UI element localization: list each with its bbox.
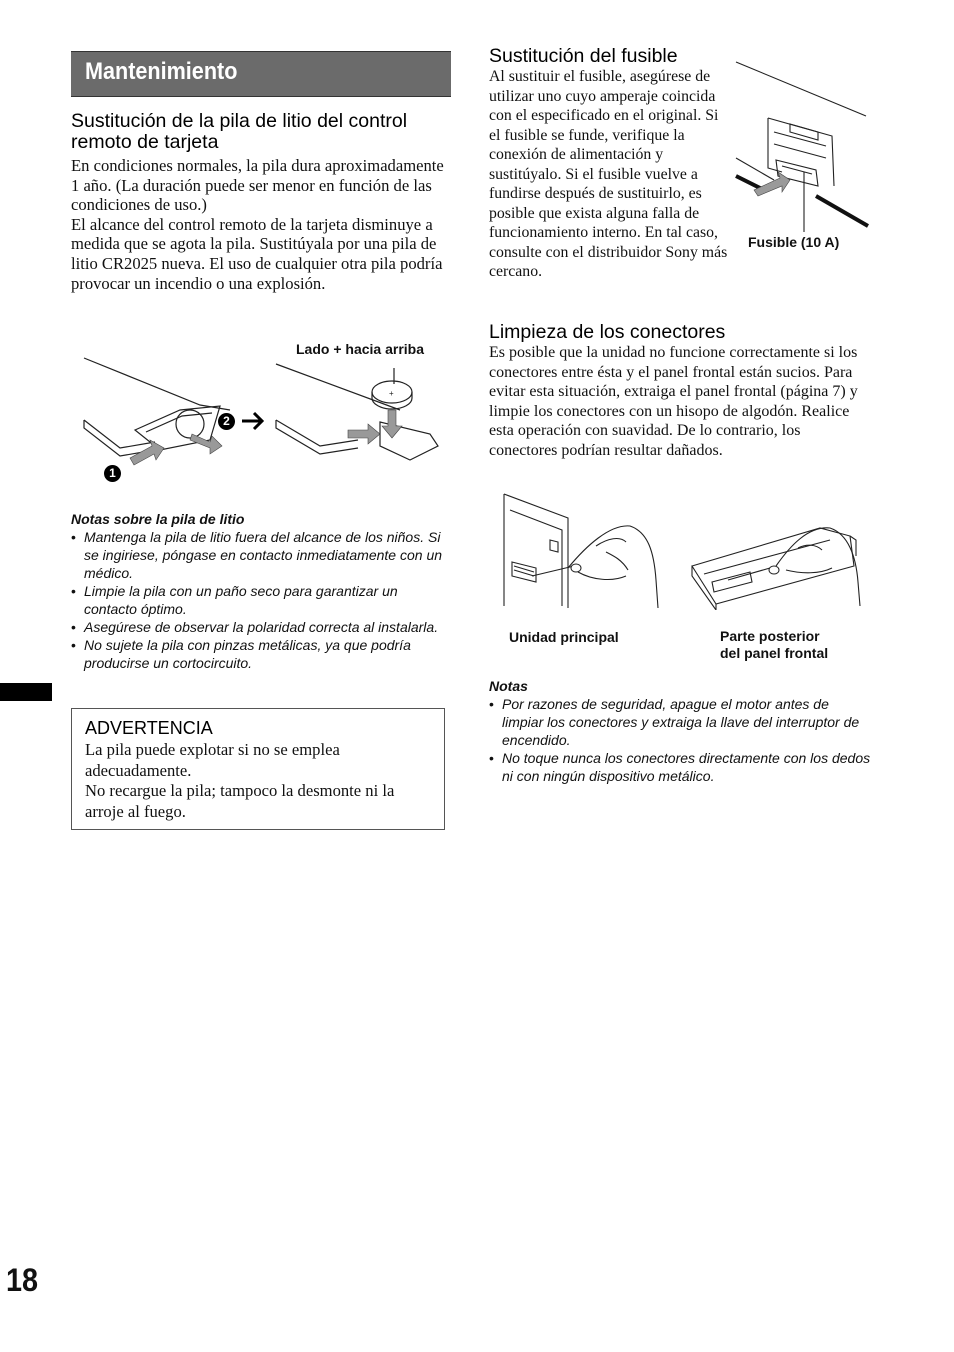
warning-line: La pila puede explotar si no se emplea adecuadamente.	[85, 740, 340, 780]
battery-paragraph: El alcance del control remoto de la tarjeta disminuye a medida que se agota la pila. Sustitúyala por una pila de litio CR2025 nueva. El uso de cualquier otra pila podría provocar un incendio o una explosión.	[71, 214, 443, 293]
side-tab-marker	[0, 683, 52, 701]
down-arrow	[382, 410, 402, 438]
front-panel-caption-line: del panel frontal	[720, 645, 829, 661]
connectors-notes	[489, 677, 873, 785]
battery-figure	[80, 350, 450, 490]
battery-notes-title: Notas sobre la pila de litio	[71, 511, 245, 527]
note-item: • Limpie la pila con un paño seco para garantizar un contacto óptimo.	[71, 582, 453, 618]
warning-box	[71, 708, 445, 830]
connectors-heading: Limpieza de los conectores	[489, 321, 726, 343]
pull-arrow	[190, 434, 222, 454]
battery-body	[71, 156, 451, 293]
connectors-notes-list	[489, 695, 873, 785]
fuse-arrow	[754, 172, 790, 196]
connectors-section	[489, 322, 869, 460]
step-2-badge: 2	[218, 413, 235, 430]
battery-notes-list	[71, 528, 453, 672]
main-unit-figure	[502, 490, 660, 610]
battery-paragraph: En condiciones normales, la pila dura aproximadamente 1 año. (La duración puede ser menor en función de las condiciones de uso.)	[71, 156, 444, 215]
connectors-text: Es posible que la unidad no funcione correctamente si los conectores entre ésta y el panel frontal están sucios. Para evitar esta situación, extraiga el panel frontal (página 7) y limpie los conectores con un hisopo de algodón. Realice esta operación con suavidad. De lo contrario, los conectores podrían resultar dañados.	[489, 344, 858, 459]
fuse-heading: Sustitución del fusible	[489, 45, 678, 67]
section-banner	[71, 51, 451, 97]
section-title: Mantenimiento	[85, 58, 238, 85]
note-item: • No toque nunca los conectores directamente con los dedos ni con ningún dispositivo metálico.	[489, 749, 873, 785]
battery-heading: Sustitución de la pila de litio del control remoto de tarjeta	[71, 110, 408, 153]
fuse-figure	[734, 58, 870, 232]
warning-line: No recargue la pila; tampoco la desmonte ni la arroje al fuego.	[85, 781, 395, 821]
page-number: 18	[6, 1262, 39, 1298]
step-1-badge: 1	[104, 465, 121, 482]
connectors-notes-title: Notas	[489, 678, 528, 694]
note-item: • Mantenga la pila de litio fuera del alcance de los niños. Si se ingiriese, póngase en contacto inmediatamente con un médico.	[71, 528, 453, 582]
arrow-right-icon	[242, 413, 262, 429]
svg-text:+: +	[389, 389, 394, 398]
front-panel-caption-line: Parte posterior	[720, 628, 820, 644]
battery-section	[71, 111, 451, 293]
note-item: • Por razones de seguridad, apague el motor antes de limpiar los conectores y extraiga la llave del interruptor de encendido.	[489, 695, 873, 749]
battery-figure-caption: Lado + hacia arriba	[296, 341, 424, 357]
note-item: • No sujete la pila con pinzas metálicas, ya que podría producirse un cortocircuito.	[71, 636, 453, 672]
battery-notes	[71, 510, 453, 672]
note-item: • Asegúrese de observar la polaridad correcta al instalarla.	[71, 618, 453, 636]
front-panel-caption	[720, 628, 828, 662]
warning-text	[85, 740, 435, 822]
fuse-text: Al sustituir el fusible, asegúrese de utilizar uno cuyo amperaje coincida con el especificado en el original. Si el fusible se funde, verifique la conexión de alimentación y sustitúyalo. Si el fusible vuelve a fundirse después de sustituirlo, es posible que exista alguna falla de funcionamiento interno. En tal caso, consulte con el distribuidor Sony más cercano.	[489, 68, 728, 280]
front-panel-figure	[690, 516, 866, 610]
fuse-section	[489, 46, 729, 282]
main-unit-caption: Unidad principal	[509, 629, 619, 645]
fuse-figure-caption: Fusible (10 A)	[748, 234, 840, 250]
warning-title: ADVERTENCIA	[85, 718, 213, 738]
